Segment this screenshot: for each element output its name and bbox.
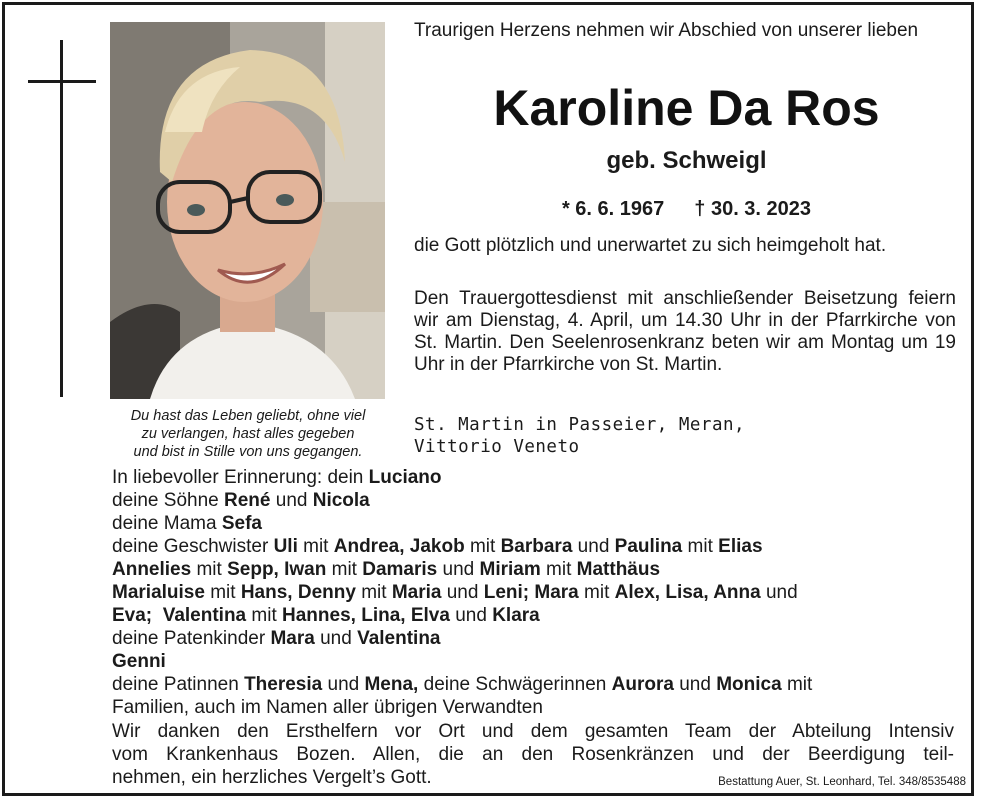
place-line: Vittorio Veneto (414, 437, 580, 457)
thanks-line: vom Krankenhaus Bozen. Allen, die an den Rosenkränzen und der Beerdigung teil- (112, 744, 954, 765)
place-line: St. Martin in Passeier, Meran, (414, 415, 746, 435)
family-line: Genni (112, 651, 166, 672)
quote-line: zu verlangen, hast alles gegeben (141, 426, 355, 442)
thanks-line: nehmen, ein herzliches Vergelt’s Gott. (112, 767, 432, 788)
family-line: deine Mama Sefa (112, 513, 262, 534)
birth-date: * 6. 6. 1967 (561, 198, 665, 220)
quote-line: Du hast das Leben geliebt, ohne viel (130, 408, 366, 424)
memorial-quote (108, 407, 388, 461)
undertaker-credit: Bestattung Auer, St. Leonhard, Tel. 348/8535488 (718, 776, 966, 788)
family-line: In liebevoller Erinnerung: dein Luciano (112, 467, 442, 488)
quote-line: und bist in Stille von uns gegangen. (133, 444, 363, 460)
place-of-mourning (414, 414, 814, 458)
family-list (112, 466, 960, 719)
family-line: deine Geschwister Uli mit Andrea, Jakob mit Barbara und Paulina mit Elias (112, 536, 763, 557)
funeral-details: Den Trauergottesdienst mit anschließender Beisetzung feiern wir am Dienstag, 4. April, um 14.30 Uhr in der Pfarrkirche von St. Martin. Den Seelenrosenkranz beten wir am Montag um 19 Uhr in der Pfarrkirche von St. Martin. (414, 288, 956, 375)
deceased-name: Karoline Da Ros (493, 80, 880, 136)
cross-icon-bar (28, 80, 96, 83)
birth-name: geb. Schweigl (606, 147, 767, 174)
cross-icon (60, 40, 63, 397)
life-dates (414, 196, 959, 222)
announcement-paragraph: die Gott plötzlich und unerwartet zu sich heimgeholt hat. (414, 235, 887, 256)
family-line: Familien, auch im Namen aller übrigen Verwandten (112, 697, 543, 718)
family-line: Eva; Valentina mit Hannes, Lina, Elva und Klara (112, 605, 540, 626)
portrait-photo (110, 22, 385, 399)
thanks-line: Wir danken den Ersthelfern vor Ort und dem gesamten Team der Abteilung Intensiv (112, 721, 954, 742)
family-line: Annelies mit Sepp, Iwan mit Damaris und Miriam mit Matthäus (112, 559, 661, 580)
intro-text: Traurigen Herzens nehmen wir Abschied von unserer lieben (414, 20, 919, 41)
family-line: deine Patenkinder Mara und Valentina (112, 628, 441, 649)
family-line: deine Söhne René und Nicola (112, 490, 370, 511)
family-line: deine Patinnen Theresia und Mena, deine Schwägerinnen Aurora und Monica mit (112, 674, 813, 695)
family-line: Marialuise mit Hans, Denny mit Maria und Leni; Mara mit Alex, Lisa, Anna und (112, 582, 798, 603)
death-date: † 30. 3. 2023 (694, 198, 812, 220)
